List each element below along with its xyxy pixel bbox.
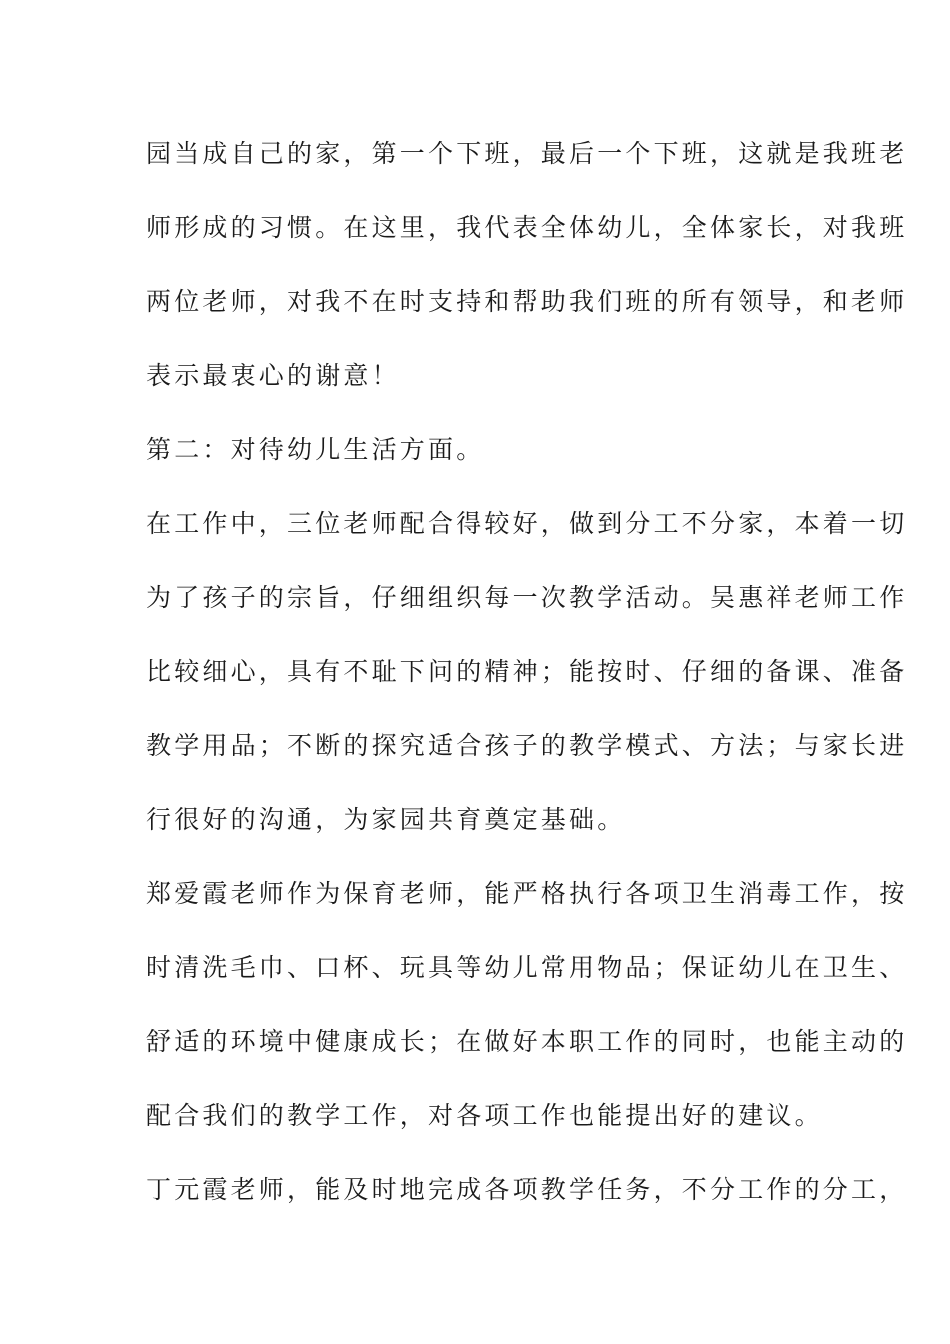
document-body xyxy=(146,125,908,1235)
text-line: 行很好的沟通，为家园共育奠定基础。 xyxy=(146,805,626,834)
text-line: 丁元霞老师，能及时地完成各项教学任务，不分工作的分工， xyxy=(146,1175,908,1204)
text-line: 舒适的环境中健康成长；在做好本职工作的同时，也能主动的 xyxy=(146,1027,908,1056)
text-line: 配合我们的教学工作，对各项工作也能提出好的建议。 xyxy=(146,1101,823,1130)
text-line: 表示最衷心的谢意！ xyxy=(146,361,400,390)
text-line: 时清洗毛巾、口杯、玩具等幼儿常用物品；保证幼儿在卫生、 xyxy=(146,953,908,982)
section-heading: 第二：对待幼儿生活方面。 xyxy=(146,435,485,464)
text-line: 郑爱霞老师作为保育老师，能严格执行各项卫生消毒工作，按 xyxy=(146,879,908,908)
text-line: 师形成的习惯。在这里，我代表全体幼儿，全体家长，对我班 xyxy=(146,213,908,242)
text-line: 教学用品；不断的探究适合孩子的教学模式、方法；与家长进 xyxy=(146,731,908,760)
text-line: 两位老师，对我不在时支持和帮助我们班的所有领导，和老师 xyxy=(146,287,908,316)
text-line: 比较细心，具有不耻下问的精神；能按时、仔细的备课、准备 xyxy=(146,657,908,686)
text-line: 为了孩子的宗旨，仔细组织每一次教学活动。吴惠祥老师工作 xyxy=(146,583,908,612)
text-line: 园当成自己的家，第一个下班，最后一个下班，这就是我班老 xyxy=(146,139,908,168)
text-line: 在工作中，三位老师配合得较好，做到分工不分家，本着一切 xyxy=(146,509,908,538)
